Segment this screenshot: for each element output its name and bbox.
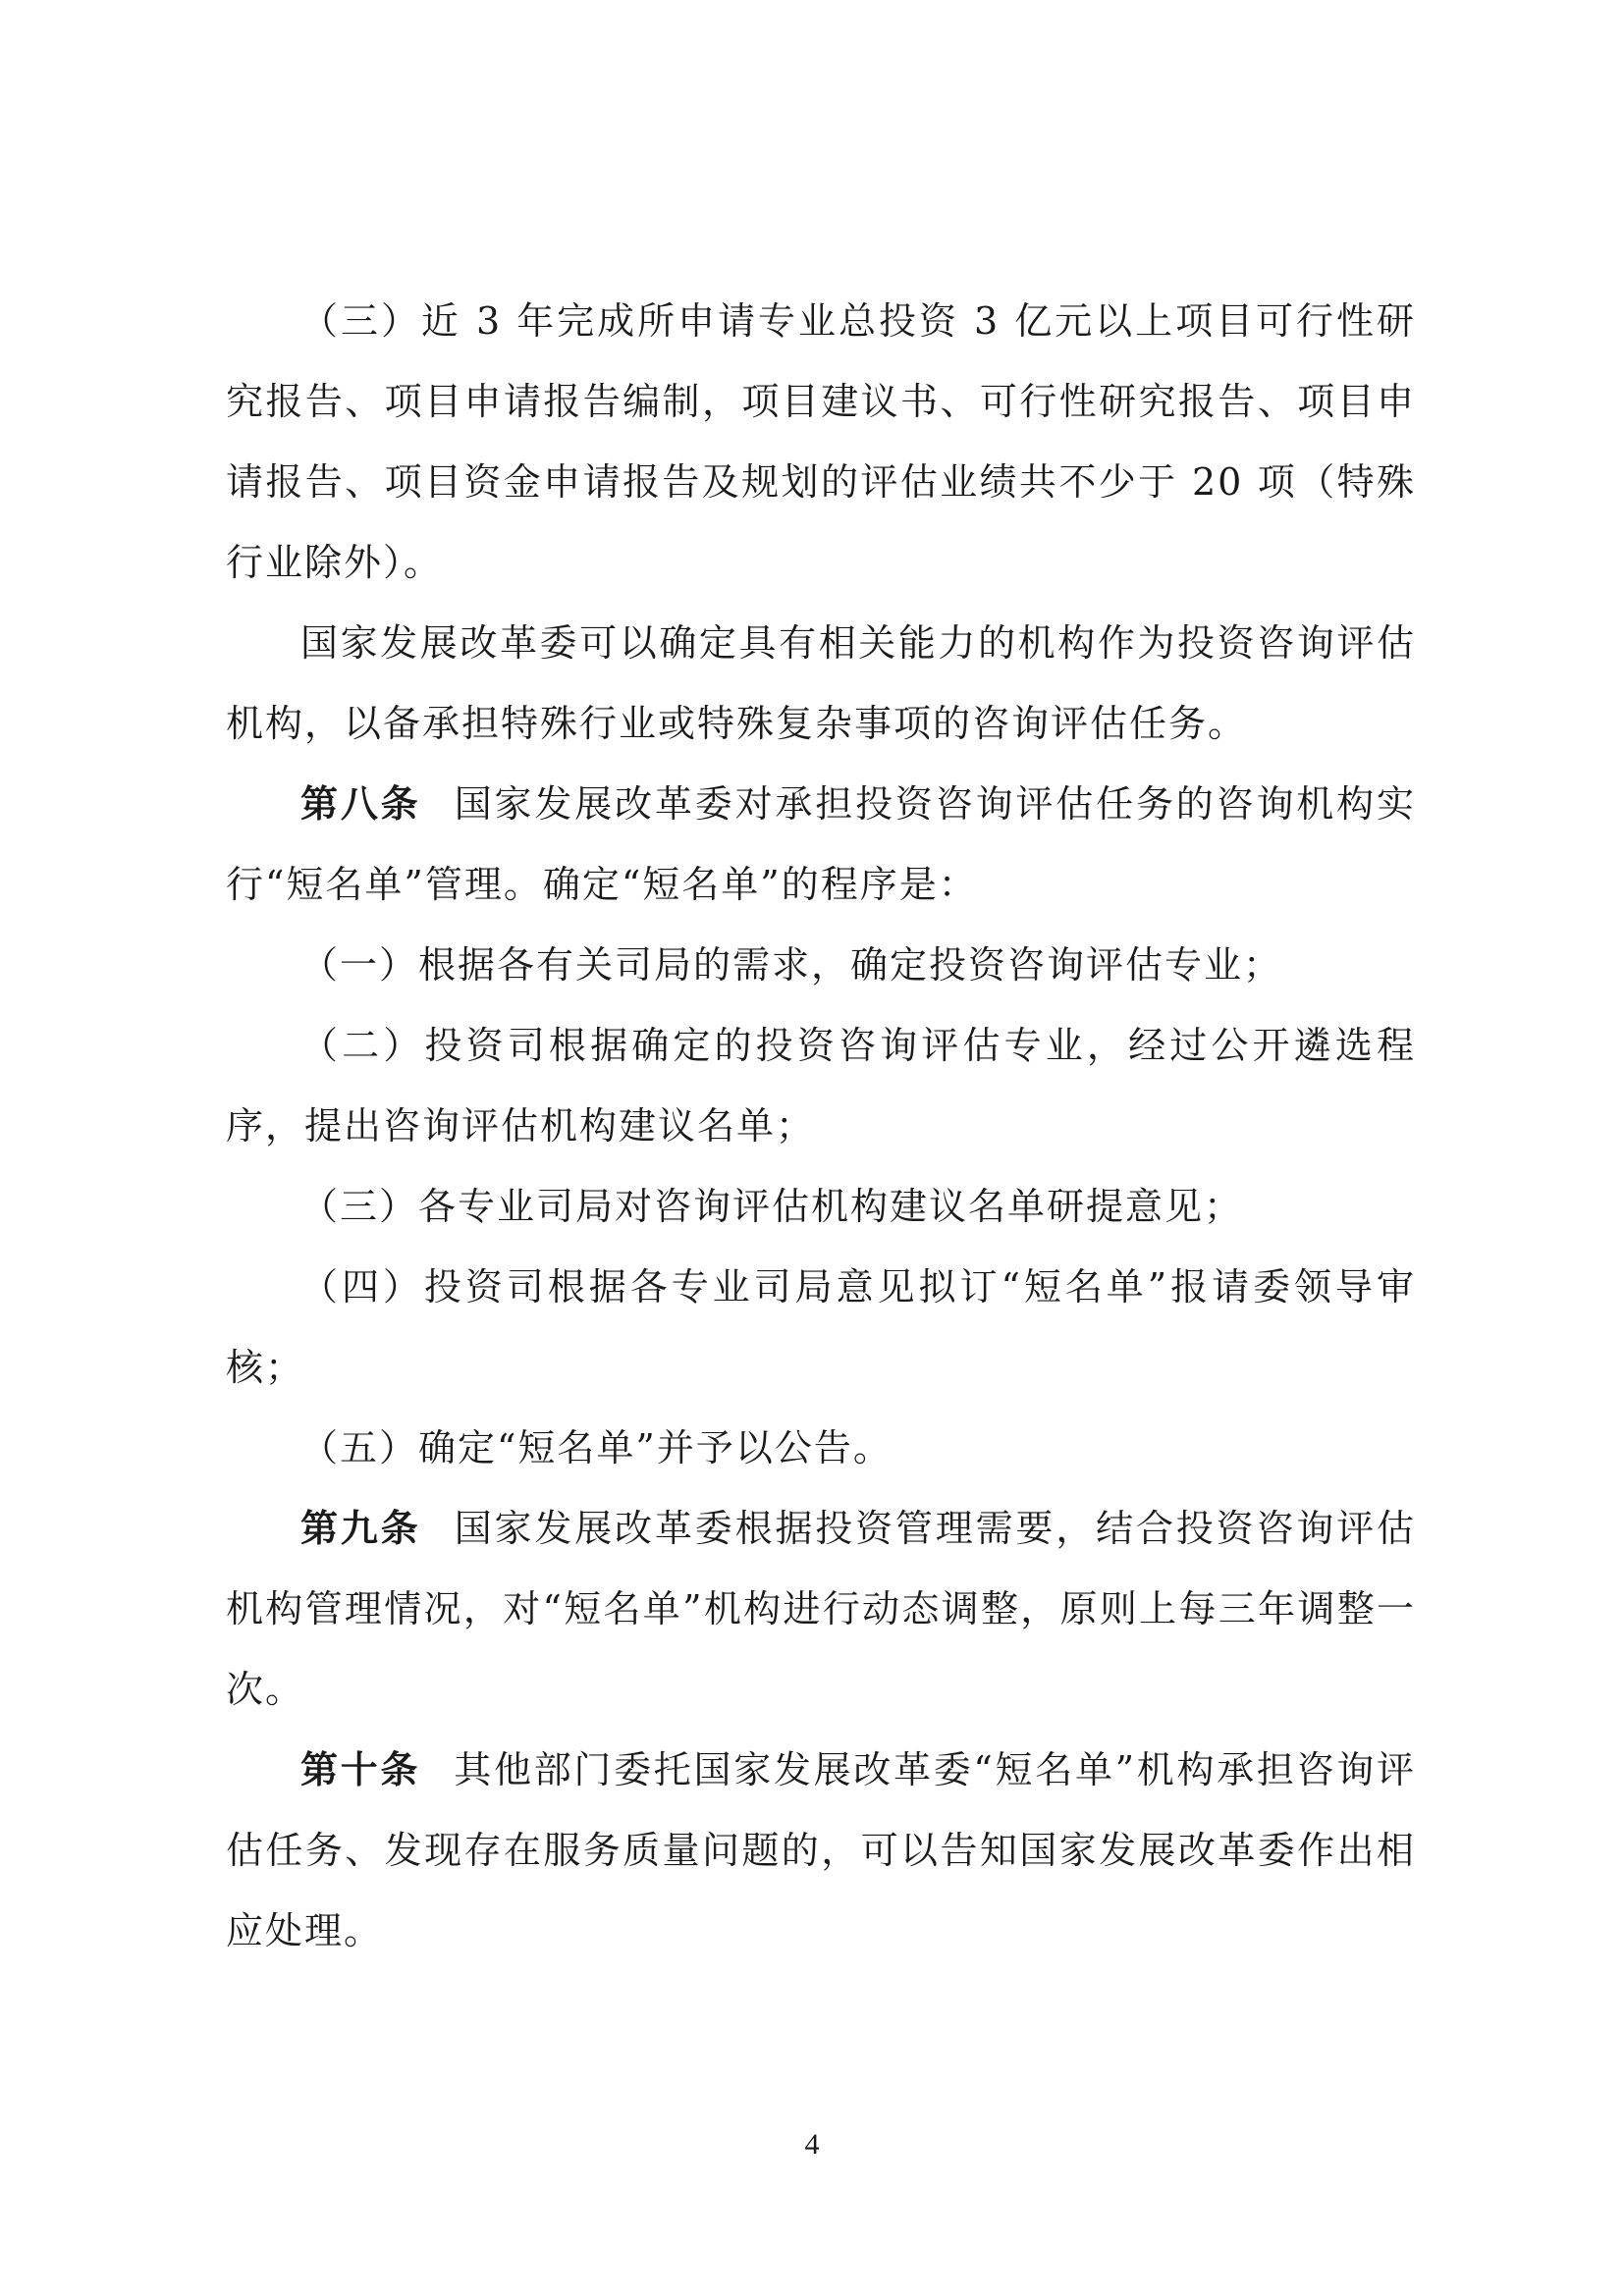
paragraph-text: （一）根据各有关司局的需求，确定投资咨询评估专业； bbox=[300, 943, 1283, 987]
paragraph-text: （五）确定“短名单”并予以公告。 bbox=[300, 1426, 893, 1469]
article-heading: 第八条 bbox=[300, 781, 421, 826]
procedure-step-2 bbox=[226, 1005, 1416, 1166]
article-heading: 第九条 bbox=[300, 1506, 421, 1550]
paragraph-text: 国家发展改革委根据投资管理需要，结合投资咨询评估机构管理情况，对“短名单”机构进行动态调整，原则上每三年调整一次。 bbox=[226, 1507, 1416, 1711]
procedure-step-3 bbox=[226, 1166, 1416, 1247]
page-number: 4 bbox=[804, 2128, 820, 2161]
article-9 bbox=[226, 1488, 1416, 1730]
procedure-step-5 bbox=[226, 1408, 1416, 1488]
paragraph-text: （三）近 3 年完成所申请专业总投资 3 亿元以上项目可行性研究报告、项目申请报告编制，项目建议书、可行性研究报告、项目申请报告、项目资金申请报告及规划的评估业绩共不少于 20 项（特殊行业除外）。 bbox=[226, 299, 1416, 584]
article-heading: 第十条 bbox=[300, 1747, 421, 1791]
paragraph-text: （四）投资司根据各专业司局意见拟订“短名单”报请委领导审核； bbox=[226, 1265, 1416, 1389]
article-10 bbox=[226, 1730, 1416, 1971]
paragraph-text: （三）各专业司局对咨询评估机构建议名单研提意见； bbox=[300, 1185, 1244, 1228]
article-8 bbox=[226, 764, 1416, 925]
paragraph-text: 国家发展改革委可以确定具有相关能力的机构作为投资咨询评估机构，以备承担特殊行业或特殊复杂事项的咨询评估任务。 bbox=[226, 621, 1416, 745]
paragraph-item-3-track-record bbox=[226, 281, 1416, 603]
paragraph-text: 其他部门委托国家发展改革委“短名单”机构承担咨询评估任务、发现存在服务质量问题的，可以告知国家发展改革委作出相应处理。 bbox=[226, 1748, 1416, 1952]
procedure-step-1 bbox=[226, 925, 1416, 1005]
paragraph-special-institutions bbox=[226, 603, 1416, 764]
document-body bbox=[226, 281, 1416, 1971]
paragraph-text: 国家发展改革委对承担投资咨询评估任务的咨询机构实行“短名单”管理。确定“短名单”的程序是： bbox=[226, 782, 1416, 906]
procedure-step-4 bbox=[226, 1247, 1416, 1408]
paragraph-text: （二）投资司根据确定的投资咨询评估专业，经过公开遴选程序，提出咨询评估机构建议名单； bbox=[226, 1024, 1416, 1148]
